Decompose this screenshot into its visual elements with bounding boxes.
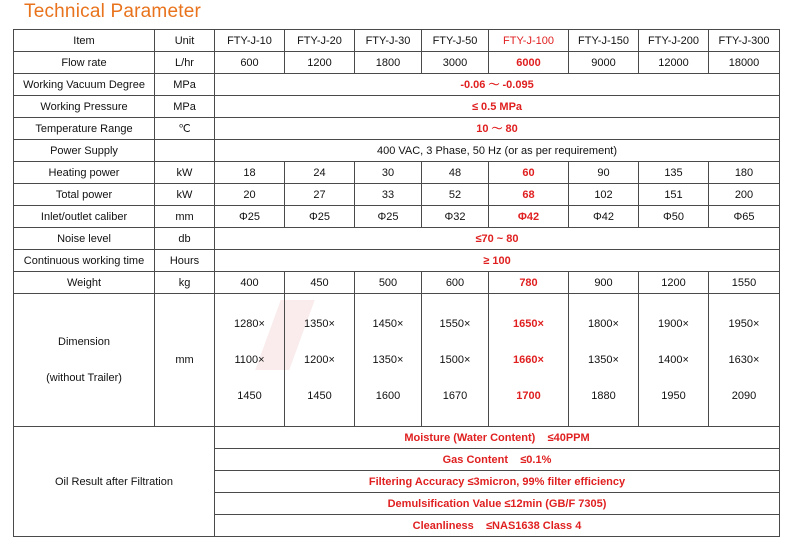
item-label: Weight bbox=[14, 272, 155, 294]
technical-parameter-table bbox=[13, 29, 780, 537]
dim-length: 1800× bbox=[588, 318, 619, 330]
value-cell-highlight: Φ42 bbox=[489, 206, 569, 228]
merged-value: ≤70 ~ 80 bbox=[215, 228, 780, 250]
row-noise bbox=[14, 228, 780, 250]
dimension-cell bbox=[709, 294, 780, 427]
dim-width: 1200× bbox=[304, 354, 335, 366]
unit-label: Hours bbox=[155, 250, 215, 272]
value-cell: Φ25 bbox=[215, 206, 285, 228]
value-cell: 20 bbox=[215, 184, 285, 206]
value-cell: 600 bbox=[215, 52, 285, 74]
value-cell: 1550 bbox=[709, 272, 780, 294]
dimension-cell bbox=[355, 294, 422, 427]
value-cell: 200 bbox=[709, 184, 780, 206]
merged-value: -0.06 ～ -0.095 bbox=[215, 74, 780, 96]
dim-length: 1950× bbox=[728, 318, 760, 330]
item-label: Noise level bbox=[14, 228, 155, 250]
value-cell-highlight: 780 bbox=[489, 272, 569, 294]
merged-value: ≥ 100 bbox=[215, 250, 780, 272]
value-cell: 600 bbox=[422, 272, 489, 294]
item-label: Power Supply bbox=[14, 140, 155, 162]
value-cell: 400 bbox=[215, 272, 285, 294]
unit-label: kg bbox=[155, 272, 215, 294]
unit-label: kW bbox=[155, 184, 215, 206]
oil-result-line: Moisture (Water Content) ≤40PPM bbox=[215, 427, 780, 449]
value-cell: 135 bbox=[639, 162, 709, 184]
dim-width: 1660× bbox=[513, 354, 544, 366]
value-cell: 52 bbox=[422, 184, 489, 206]
row-oil-result bbox=[14, 427, 780, 449]
item-label: Continuous working time bbox=[14, 250, 155, 272]
value-cell: Φ32 bbox=[422, 206, 489, 228]
value-cell: 900 bbox=[569, 272, 639, 294]
item-label: Working Vacuum Degree bbox=[14, 74, 155, 96]
item-label: Heating power bbox=[14, 162, 155, 184]
value-cell-highlight: 6000 bbox=[489, 52, 569, 74]
value-cell: 1200 bbox=[285, 52, 355, 74]
row-dimension bbox=[14, 294, 780, 427]
dim-length: 1450× bbox=[372, 318, 404, 330]
dim-height: 1450 bbox=[307, 390, 332, 402]
value-cell: 3000 bbox=[422, 52, 489, 74]
value-cell: 30 bbox=[355, 162, 422, 184]
value-cell: 180 bbox=[709, 162, 780, 184]
merged-value: 400 VAC, 3 Phase, 50 Hz (or as per requirement) bbox=[215, 140, 780, 162]
value-cell: Φ42 bbox=[569, 206, 639, 228]
value-cell: 9000 bbox=[569, 52, 639, 74]
dim-length: 1900× bbox=[658, 318, 689, 330]
value-cell: 90 bbox=[569, 162, 639, 184]
value-cell: 450 bbox=[285, 272, 355, 294]
row-total-power bbox=[14, 184, 780, 206]
dimension-cell bbox=[569, 294, 639, 427]
item-label: Inlet/outlet caliber bbox=[14, 206, 155, 228]
value-cell: Φ25 bbox=[355, 206, 422, 228]
page-title: Technical Parameter bbox=[24, 1, 201, 22]
item-label: Flow rate bbox=[14, 52, 155, 74]
row-weight bbox=[14, 272, 780, 294]
unit-label bbox=[155, 140, 215, 162]
header-cell: FTY-J-50 bbox=[422, 30, 489, 52]
oil-result-line: Demulsification Value ≤12min (GB/F 7305) bbox=[215, 493, 780, 515]
item-label: Total power bbox=[14, 184, 155, 206]
dim-length: 1280× bbox=[234, 318, 265, 330]
value-cell: 151 bbox=[639, 184, 709, 206]
item-label: Temperature Range bbox=[14, 118, 155, 140]
value-cell: 18000 bbox=[709, 52, 780, 74]
item-label bbox=[14, 294, 155, 427]
header-cell: FTY-J-300 bbox=[709, 30, 780, 52]
row-pressure bbox=[14, 96, 780, 118]
dimension-cell bbox=[215, 294, 285, 427]
unit-label: kW bbox=[155, 162, 215, 184]
value-cell: 27 bbox=[285, 184, 355, 206]
dim-width: 1400× bbox=[658, 354, 689, 366]
dim-height: 1450 bbox=[237, 390, 262, 402]
row-heating-power bbox=[14, 162, 780, 184]
row-flow-rate bbox=[14, 52, 780, 74]
value-cell: 18 bbox=[215, 162, 285, 184]
dim-height: 1600 bbox=[375, 390, 401, 402]
unit-label: mm bbox=[155, 294, 215, 427]
unit-label: MPa bbox=[155, 96, 215, 118]
row-inlet-caliber bbox=[14, 206, 780, 228]
dimension-sublabel: (without Trailer) bbox=[46, 372, 122, 384]
dim-length: 1650× bbox=[513, 318, 544, 330]
dimension-label: Dimension bbox=[58, 336, 110, 348]
unit-label: L/hr bbox=[155, 52, 215, 74]
header-row bbox=[14, 30, 780, 52]
dim-width: 1630× bbox=[728, 354, 760, 366]
header-cell: Item bbox=[14, 30, 155, 52]
dim-height: 2090 bbox=[731, 390, 757, 402]
row-temperature bbox=[14, 118, 780, 140]
value-cell: 48 bbox=[422, 162, 489, 184]
header-cell: Unit bbox=[155, 30, 215, 52]
dimension-cell bbox=[285, 294, 355, 427]
unit-label: MPa bbox=[155, 74, 215, 96]
unit-label: ℃ bbox=[155, 118, 215, 140]
dim-length: 1550× bbox=[439, 318, 471, 330]
dimension-cell-highlight bbox=[489, 294, 569, 427]
dim-height: 1670 bbox=[442, 390, 468, 402]
value-cell: Φ50 bbox=[639, 206, 709, 228]
header-cell: FTY-J-150 bbox=[569, 30, 639, 52]
header-cell: FTY-J-10 bbox=[215, 30, 285, 52]
oil-result-line: Gas Content ≤0.1% bbox=[215, 449, 780, 471]
oil-result-line: Cleanliness ≤NAS1638 Class 4 bbox=[215, 515, 780, 537]
header-cell-highlight: FTY-J-100 bbox=[489, 30, 569, 52]
value-cell: 33 bbox=[355, 184, 422, 206]
dim-height: 1700 bbox=[516, 390, 541, 402]
header-cell: FTY-J-20 bbox=[285, 30, 355, 52]
dim-width: 1500× bbox=[439, 354, 471, 366]
dimension-cell bbox=[639, 294, 709, 427]
row-continuous-time bbox=[14, 250, 780, 272]
unit-label: db bbox=[155, 228, 215, 250]
row-vacuum bbox=[14, 74, 780, 96]
header-cell: FTY-J-200 bbox=[639, 30, 709, 52]
value-cell: 1200 bbox=[639, 272, 709, 294]
dim-width: 1100× bbox=[234, 354, 265, 366]
merged-value: 10 ～ 80 bbox=[215, 118, 780, 140]
row-power-supply bbox=[14, 140, 780, 162]
value-cell: 1800 bbox=[355, 52, 422, 74]
value-cell: Φ65 bbox=[709, 206, 780, 228]
value-cell: Φ25 bbox=[285, 206, 355, 228]
value-cell: 102 bbox=[569, 184, 639, 206]
item-label: Working Pressure bbox=[14, 96, 155, 118]
unit-label: mm bbox=[155, 206, 215, 228]
value-cell-highlight: 60 bbox=[489, 162, 569, 184]
dim-height: 1880 bbox=[591, 390, 616, 402]
dimension-cell bbox=[422, 294, 489, 427]
item-label: Oil Result after Filtration bbox=[14, 427, 215, 537]
dim-length: 1350× bbox=[304, 318, 335, 330]
merged-value: ≤ 0.5 MPa bbox=[215, 96, 780, 118]
value-cell: 500 bbox=[355, 272, 422, 294]
dim-height: 1950 bbox=[661, 390, 686, 402]
dim-width: 1350× bbox=[588, 354, 619, 366]
oil-result-line: Filtering Accuracy ≤3micron, 99% filter efficiency bbox=[215, 471, 780, 493]
value-cell: 24 bbox=[285, 162, 355, 184]
header-cell: FTY-J-30 bbox=[355, 30, 422, 52]
dim-width: 1350× bbox=[372, 354, 404, 366]
value-cell: 12000 bbox=[639, 52, 709, 74]
value-cell-highlight: 68 bbox=[489, 184, 569, 206]
